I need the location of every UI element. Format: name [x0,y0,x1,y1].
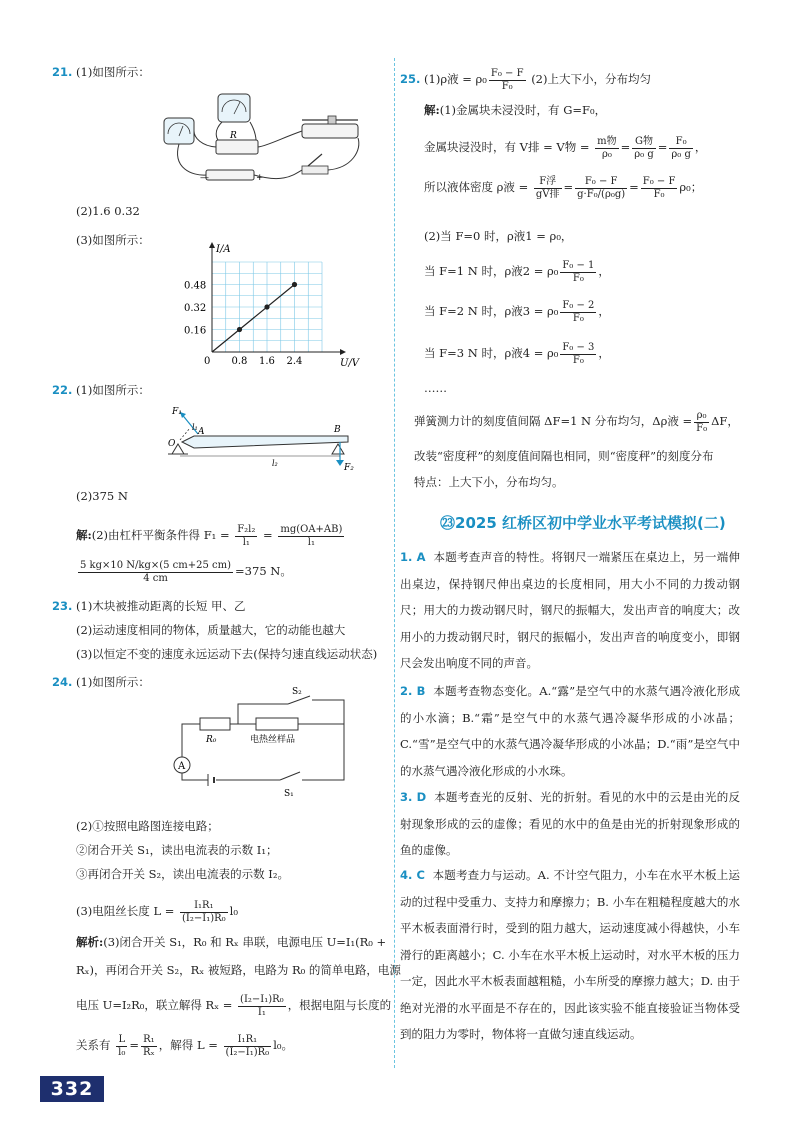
force-f2-arrowhead [336,460,344,466]
resistor-r0 [200,718,230,730]
switch-s2-label: S₂ [292,687,302,697]
q24-fraction-3: $\frac{L}{\text{l₀}}$ [118,1033,126,1058]
label-b: B [334,425,341,435]
mc-3-text: 本题考查光的反射、光的折射。看见的水中的云是由光的反射现象形成的云的虚像；看见的水中的鱼是由光的折射现象形成的鱼的虚像。 [400,790,741,857]
q21-part1: (1)如图所示： [76,65,150,79]
q24-part2: (2)①按照电路图连接电路； [76,819,219,833]
q21-number: 21. [52,65,73,79]
q25-solution-line10: 特点：上大下小，分布均匀。 [414,475,564,489]
label-f2: F₂ [344,463,354,473]
mc-1-number: 1. A [400,550,426,564]
data-point [292,282,297,287]
q22-solution-line2 [76,556,292,586]
y-axis-arrow-icon [209,242,215,248]
resistor-r0-label: R₀ [206,735,217,745]
q25-solution-line5: 当 F=1 N 时，ρ液2 = ρ₀ $\frac{\text{F₀ − 1}}{\text{F₀}}$ ， [424,259,610,284]
q24-analysis-label: 解析: [76,935,104,949]
q23-part1: (1)木块被推动距离的长短 甲、乙 [76,599,246,613]
rheostat-component [302,116,358,138]
mc-answer-2 [400,678,740,784]
q25-solution-label: 解: [424,103,440,117]
q25-solution-line8: 弹簧测力计的刻度值间隔 ΔF=1 N 分布均匀，Δρ液 = $\frac{\text{ρ₀}}{\text{F₀}}$ ΔF， [414,409,739,434]
y-axis-label: I/A [216,244,231,255]
mc-4-text: 本题考查力与运动。A. 不计空气阻力，小车在水平木板上运动的过程中受重力、支持力和摩擦力；B. 小车在粗糙程度越大的水平木板表面滑行时，受到的阻力越大，运动速度减小得越快，小车滑行的距离越小；C. 小车在水平木板上运动时，对水平木板的压力一定，因此水平木板表面越粗糙，小车所受的摩擦力越大；D. 由于绝对光滑的水平面是不存在的，因此该实验不能直接验证当物体受到的阻力为零时，物体将一直做匀速直线运动。 [400,868,740,1041]
q22-lever-diagram [168,404,358,474]
q22-part1: (1)如图所示： [76,383,150,397]
q24-analysis-line4: 关系有 $\frac{L}{\text{l₀}}$ = $\frac{\text{R₁}}{\text{Rₓ}}$ ，解得 L = $\frac{\text{I₁R₁}}{\text{(I₂−I₁)R₀}}$ l₀。 [76,1033,293,1058]
q23-part3: (3)以恒定不变的速度永远运动下去(保持匀速直线运动状态) [76,647,378,661]
q24-fraction-4: $\frac{\text{R₁}}{\text{Rₓ}}$ [143,1033,155,1058]
q25-line1: 25. (1)ρ液 = ρ₀ $\frac{\text{F₀ − F}}{\text{F₀}}$ (2)上大下小，分布均匀 [400,67,651,92]
label-f1: F₁ [172,407,182,417]
section-title-text: 2025 红桥区初中学业水平考试模拟(二) [455,514,726,532]
q24-circuit-diagram [172,687,362,804]
mc-answer-4 [400,862,740,1048]
mc-2-text: 本题考查物态变化。A.“露”是空气中的水蒸气遇冷液化形成的小水滴；B.“霜”是空气中的水蒸气遇冷凝华形成的小冰晶；C.“雪”是空气中的水蒸气遇冷凝华形成的小冰晶；D.“雨”是空气中的水蒸气遇冷液化形成的小水珠。 [400,684,741,778]
resistor-component [216,131,258,154]
mc-answer-3 [400,784,740,864]
q22-line1 [52,382,150,398]
support-b [332,444,344,454]
x-tick-label: 0.8 [231,356,248,367]
x-tick-label: 2.4 [286,356,303,367]
q22-number: 22. [52,383,73,397]
mc-3-number: 3. D [400,790,427,804]
q24-analysis-line3: 电压 U=I₂R₀，联立解得 Rₓ = $\frac{\text{(I₂−I₁)R₀}}{\text{I₁}}$ ，根据电阻与长度的 [76,993,392,1018]
switch-component [302,154,328,174]
q25-solution-line7: 当 F=3 N 时，ρ液4 = ρ₀ $\frac{\text{F₀ − 3}}{\text{F₀}}$ ， [424,341,610,366]
q24-fraction-1: $\frac{\text{I₁R₁}}{\text{(I₂−I₁)R₀}}$ [182,899,226,924]
q22-fraction-3: $\frac{5 kg\times 10 N/kg\times(5 cm+25 cm)}{4 cm}$ [80,559,232,584]
lever-bar [182,436,348,448]
q21-circuit-illustration [152,88,372,192]
q24-fraction-5: $\frac{\text{I₁R₁}}{\text{(I₂−I₁)R₀}}$ [225,1033,270,1058]
ammeter-meter [164,118,194,144]
q25-ellipsis: …… [424,381,447,395]
origin-label: 0 [204,356,211,367]
q23-line1 [52,598,245,614]
y-tick-label: 0.32 [184,303,207,314]
x-axis-label: U/V [340,358,360,369]
q24-number: 24. [52,675,73,689]
q25-solution-line2: 金属块浸没时，有 V排 = V物 = $\frac{\text{m物}}{\text{ρ₀}}$ = $\frac{\text{G物}}{\text{ρ₀ g}}$ = $\frac{\text{F₀}}{\text{ρ₀ g}}$ ， [424,135,707,160]
q24-analysis-line1: 解析:(3)闭合开关 S₁，R₀ 和 Rₓ 串联，电源电压 U=I₁(R₀ + [76,935,387,949]
ammeter-label: A [178,761,186,772]
q22-solution-text: (2)由杠杆平衡条件得 F₁ = [91,528,230,542]
q22-part2: (2)375 N [76,489,128,503]
resistor-sample [256,718,298,730]
voltmeter-meter [218,94,250,122]
data-point [237,327,242,332]
resistor-sample-label: 电热丝样品 [250,735,296,745]
data-point [264,304,269,309]
page-number: 332 [40,1076,104,1102]
label-a: A [198,427,205,437]
q23-number: 23. [52,599,73,613]
y-tick-label: 0.16 [184,325,207,337]
iu-graph [172,244,362,372]
q22-fraction-1: $\frac{\text{F₂l₂}}{\text{l₁}}$ [237,523,256,548]
q25-solution-line3: 所以液体密度 ρ液 = $\frac{\text{F浮}}{\text{gV排}}$ = $\frac{\text{F₀ − F}}{\text{g·F₀/(ρ₀g)}}$ = $\frac{\text{F₀ − F}}{\text{F₀}}$ ρ₀； [424,175,703,200]
x-axis-arrow-icon [340,349,346,355]
q24-line1 [52,674,150,690]
label-l2: l₂ [272,459,278,468]
label-l1: l₁ [192,423,198,432]
q25-fraction-1: $\frac{\text{F₀ − F}}{\text{F₀}}$ [490,67,524,92]
battery-component [200,170,264,183]
mc-2-number: 2. B [400,684,426,698]
battery-plus-label: + [256,173,264,183]
q24-fraction-2: $\frac{\text{(I₂−I₁)R₀}}{\text{I₁}}$ [240,993,284,1018]
label-o: O [168,439,176,449]
resistor-label: R [230,131,237,141]
q24-part1: (1)如图所示： [76,675,150,689]
column-divider [394,58,395,1068]
q21-part3: (3)如图所示： [76,233,150,247]
x-tick-label: 1.6 [259,356,275,367]
battery-minus-label: — [200,173,209,183]
q21-part2: (2)1.6 0.32 [76,204,140,218]
q25-number: 25. [400,72,421,86]
mc-answer-1 [400,544,740,677]
q24-part4: ③再闭合开关 S₂，读出电流表的示数 I₂。 [76,867,289,881]
q23-part2: (2)运动速度相同的物体，质量越大，它的动能也越大 [76,623,346,637]
q22-solution-line1: 解:(2)由杠杆平衡条件得 F₁ = $\frac{\text{F₂l₂}}{\text{l₁}}$ = $\frac{mg(OA+AB)}{\text{l₁}}$ [76,523,343,548]
mc-1-text: 本题考查声音的特性。将钢尺一端紧压在桌边上，另一端伸出桌边，保持钢尺伸出桌边的长度相同，用大小不同的力拨动钢尺；用大的力拨动钢尺时，钢尺的振幅大，发出声音的响度大；改用小的力拨动钢尺时，钢尺的振幅小，发出声音的响度变小，即钢尺会发出响度不同的声音。 [400,550,741,670]
q25-solution-line1: 解:(1)金属块未浸没时，有 G=F₀， [424,103,607,117]
q21-line1 [52,64,150,80]
y-tick-label: 0.48 [184,280,207,292]
section-title [440,512,726,533]
q22-result: =375 N。 [235,564,292,578]
switch-s1 [280,772,300,780]
q24-part3: ②闭合开关 S₁，读出电流表的示数 I₁； [76,843,278,857]
q25-solution-line9: 改装“密度秤”的刻度值间隔也相同，则“密度秤”的刻度分布 [414,449,714,463]
section-badge: ㉓ [440,514,456,532]
q22-solution-label: 解: [76,528,92,542]
q24-analysis-line2: Rₓ)，再闭合开关 S₂，Rₓ 被短路，电路为 R₀ 的简单电路，电源 [76,963,401,977]
q22-fraction-2: $\frac{mg(OA+AB)}{\text{l₁}}$ [280,523,343,548]
switch-s2 [288,696,310,704]
q25-solution-line6: 当 F=2 N 时，ρ液3 = ρ₀ $\frac{\text{F₀ − 2}}{\text{F₀}}$ ， [424,299,610,324]
switch-s1-label: S₁ [284,789,294,799]
q24-part5: (3)电阻丝长度 L = $\frac{\text{I₁R₁}}{\text{(I₂−I₁)R₀}}$ l₀ [76,899,238,924]
q25-solution-line4: (2)当 F=0 时，ρ液1 = ρ₀， [424,229,573,243]
mc-4-number: 4. C [400,868,425,882]
